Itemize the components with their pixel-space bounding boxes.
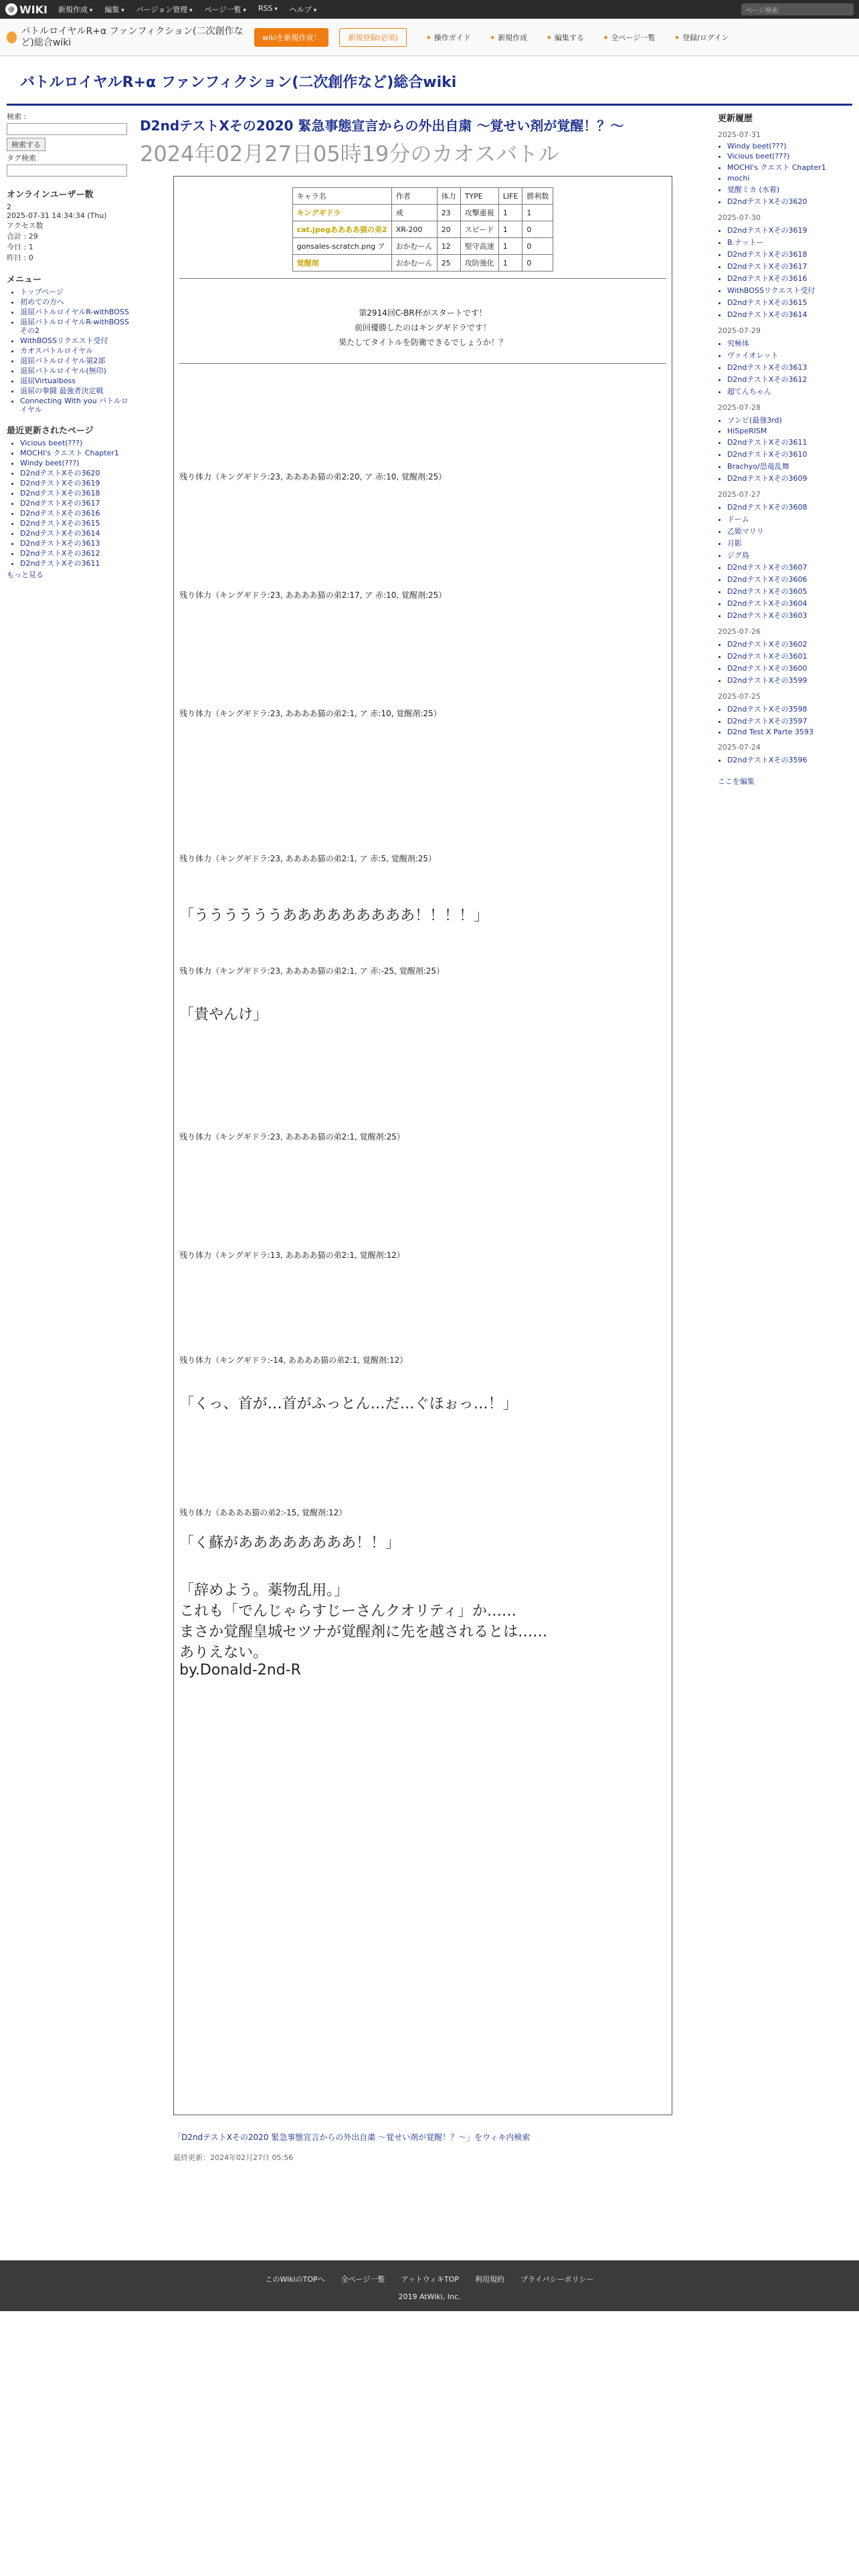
logo-text: WIKI bbox=[19, 3, 47, 16]
cell: 12 bbox=[437, 238, 460, 255]
divider bbox=[179, 278, 666, 279]
hp-status: 残り体力（キングギドラ:23, ああああ猫の弟2:1, 覚醒剤:25） bbox=[179, 1132, 405, 1142]
site-icon bbox=[7, 31, 17, 43]
menu-new[interactable]: 新規作成 ▾ bbox=[58, 4, 92, 15]
recent-item[interactable]: D2ndテストXその3613 bbox=[20, 539, 100, 548]
access-today: 今日 : 1 bbox=[7, 243, 33, 251]
history-item[interactable]: • 乙姫マリリ bbox=[727, 526, 848, 536]
history-item[interactable]: • D2ndテストXその3602 bbox=[727, 639, 848, 649]
tag-search-label: タグ検索 bbox=[7, 154, 36, 163]
history-item[interactable]: • D2ndテストXその3611 bbox=[727, 437, 848, 447]
table-row bbox=[292, 255, 553, 272]
recent-item[interactable]: D2ndテストXその3615 bbox=[20, 519, 100, 528]
recent-item[interactable]: D2ndテストXその3620 bbox=[20, 469, 100, 477]
cell: おかむーん bbox=[391, 255, 437, 272]
history-item[interactable]: • D2ndテストXその3616 bbox=[727, 273, 848, 284]
hp-status: 残り体力（キングギドラ:-14, ああああ猫の弟2:1, 覚醒剤:12） bbox=[179, 1356, 408, 1365]
cell: cat.jpegああああ猫の弟2 bbox=[292, 221, 391, 238]
intro-line: 第2914回C-BR杯がスタートです！ bbox=[359, 308, 487, 318]
history-item[interactable]: • 超てんちゃん bbox=[727, 386, 848, 397]
menu-item[interactable]: WithBOSSリクエスト受付 bbox=[20, 336, 108, 345]
history-item[interactable]: • Brachyo/恐竜乱舞 bbox=[727, 461, 848, 471]
ending-line: by.Donald-2nd-R bbox=[179, 1662, 301, 1679]
main-content bbox=[140, 106, 706, 2163]
cell: 23 bbox=[437, 205, 460, 221]
history-item[interactable]: • Windy beet(???) bbox=[727, 142, 848, 150]
recent-item[interactable]: Windy beet(???) bbox=[20, 459, 80, 467]
cell: XR-200 bbox=[391, 221, 437, 238]
cell: 堅守高速 bbox=[460, 238, 498, 255]
divider bbox=[179, 363, 666, 364]
menu-item[interactable]: 退屈Virtualboss bbox=[20, 377, 76, 385]
history-date: 2025-07-29 bbox=[717, 326, 761, 335]
history-item[interactable]: • D2ndテストXその3614 bbox=[727, 309, 848, 320]
atwiki-logo[interactable] bbox=[5, 3, 47, 16]
history-item[interactable]: • 覚醒ミカ (水着) bbox=[727, 184, 848, 195]
history-item[interactable]: • D2ndテストXその3620 bbox=[727, 196, 848, 207]
history-item[interactable]: • ソンビ(最強3rd) bbox=[727, 415, 848, 425]
site-name[interactable] bbox=[7, 26, 254, 49]
battle-log bbox=[173, 176, 672, 2115]
menu-edit[interactable]: 編集 ▾ bbox=[104, 4, 124, 15]
cell: 1 bbox=[522, 205, 553, 221]
intro-text bbox=[179, 306, 666, 350]
recent-item[interactable]: D2ndテストXその3614 bbox=[20, 529, 100, 538]
table-row bbox=[292, 238, 553, 255]
col-life: LIFE bbox=[498, 188, 522, 205]
tag-search-input[interactable] bbox=[7, 165, 127, 177]
page-title: D2ndテストXその2020 緊急事態宣言からの外出自粛 〜覚せい剤が覚醒！？〜 bbox=[140, 118, 624, 134]
history-item[interactable]: • D2ndテストXその3619 bbox=[727, 225, 848, 235]
history-item[interactable]: • D2ndテストXその3597 bbox=[727, 716, 848, 726]
recent-heading: 最近更新されたページ bbox=[7, 426, 94, 436]
menu-item[interactable]: 退屈の拳闘 最強者決定戦 bbox=[20, 387, 104, 395]
menu-item[interactable]: カオスバトルロイヤル bbox=[20, 346, 94, 355]
hp-status: 残り体力（キングギドラ:23, ああああ猫の弟2:1, ア 赤:10, 覚醒剤:25） bbox=[179, 709, 442, 718]
page-search-input[interactable]: ページ検索 bbox=[741, 3, 854, 15]
logo-icon: @ bbox=[5, 3, 17, 15]
menu-item[interactable]: Connecting With you バトルロイヤル bbox=[20, 397, 128, 414]
header-nav bbox=[425, 32, 729, 43]
history-item[interactable]: • D2ndテストXその3610 bbox=[727, 449, 848, 459]
history-list bbox=[718, 338, 848, 397]
history-date: 2025-07-31 bbox=[717, 130, 761, 139]
menu-list bbox=[7, 288, 132, 414]
cell: 覚醒剤 bbox=[292, 255, 391, 272]
history-list bbox=[718, 704, 848, 736]
site-header bbox=[0, 19, 859, 56]
ending-line: 「辞めよう。薬物乱用。」 bbox=[179, 1582, 349, 1599]
wiki-search-link[interactable]: 「D2ndテストXその2020 緊急事態宣言からの外出自粛 〜覚せい剤が覚醒！？〜」をウィキ内検索 bbox=[173, 2133, 531, 2142]
menu-item[interactable]: 退屈バトルロイヤル(無印) bbox=[20, 366, 106, 375]
history-item[interactable]: • HiSpeRISM bbox=[727, 427, 848, 435]
history-item[interactable]: • ジグ鳥 bbox=[727, 550, 848, 560]
history-item[interactable]: • D2ndテストXその3600 bbox=[727, 663, 848, 673]
history-item[interactable]: • D2ndテストXその3596 bbox=[727, 754, 848, 765]
recent-item[interactable]: D2ndテストXその3617 bbox=[20, 499, 100, 508]
history-item[interactable]: • 究極体 bbox=[727, 338, 848, 348]
cell: 1 bbox=[498, 221, 522, 238]
menu-item[interactable]: トップページ bbox=[20, 288, 64, 296]
history-list bbox=[718, 502, 848, 621]
site-name-text: バトルロイヤルR+α ファンフィクション(二次創作など)総合wiki bbox=[21, 25, 244, 48]
hp-status: 残り体力（キングギドラ:23, ああああ猫の弟2:1, ア 赤:-25, 覚醒剤:25） bbox=[179, 966, 445, 976]
menu-version[interactable]: バージョン管理 ▾ bbox=[136, 4, 193, 15]
history-item[interactable]: • D2ndテストXその3612 bbox=[727, 374, 848, 385]
nav-new[interactable]: ✦ 新規作成 bbox=[489, 32, 527, 43]
hp-status: 残り体力（キングギドラ:23, ああああ猫の弟2:17, ア 赤:10, 覚醒剤:25） bbox=[179, 591, 447, 600]
footer-link[interactable]: 全ページ一覧 bbox=[341, 2275, 385, 2284]
history-item[interactable]: • ヴァイオレット bbox=[727, 350, 848, 360]
search-label: 検索 : bbox=[7, 112, 27, 121]
history-item[interactable]: • B.ナットー bbox=[727, 237, 848, 247]
footer bbox=[0, 2260, 859, 2311]
menu-pages[interactable]: ページ一覧 ▾ bbox=[205, 4, 246, 15]
history-item[interactable]: • D2ndテストXその3606 bbox=[727, 574, 848, 584]
menu-item[interactable]: 退屈バトルロイヤルR-withBOSS bbox=[20, 308, 129, 316]
history-heading: 更新履歴 bbox=[717, 114, 753, 124]
footer-link[interactable]: アットウィキTOP bbox=[401, 2275, 460, 2284]
nav-login[interactable]: ✦ 登録/ログイン bbox=[674, 32, 729, 43]
history-item[interactable]: • D2ndテストXその3608 bbox=[727, 502, 848, 512]
footer-link[interactable]: 利用規約 bbox=[475, 2275, 505, 2284]
search-input[interactable] bbox=[7, 123, 127, 135]
history-list bbox=[718, 754, 848, 765]
history-list bbox=[718, 415, 848, 484]
col-type: TYPE bbox=[460, 188, 498, 205]
history-item[interactable]: • D2ndテストXその3604 bbox=[727, 598, 848, 609]
nav-all-pages[interactable]: ✦ 全ページ一覧 bbox=[603, 32, 656, 43]
recent-item[interactable]: Vicious beet(???) bbox=[20, 439, 83, 447]
intro-line: 果たしてタイトルを防衛できるでしょうか！？ bbox=[339, 338, 507, 347]
cell: 戒 bbox=[391, 205, 437, 221]
history-item[interactable]: • MOCHI's クエスト Chapter1 bbox=[727, 162, 848, 173]
nav-edit[interactable]: ✦ 編集する bbox=[546, 32, 584, 43]
history-item[interactable]: • D2ndテストXその3605 bbox=[727, 586, 848, 597]
battle-quote: 「くっ、首が…首がふっとん…だ…ぐほぉっ…！」 bbox=[179, 1396, 518, 1412]
hp-status: 残り体力（ああああ猫の弟2:-15, 覚醒剤:12） bbox=[179, 1508, 347, 1517]
history-item[interactable]: • D2ndテストXその3599 bbox=[727, 675, 848, 685]
cell: 1 bbox=[498, 205, 522, 221]
cell: 0 bbox=[522, 255, 553, 272]
history-item[interactable]: • Vicious beet(???) bbox=[727, 152, 848, 160]
register-button[interactable]: 新規登録(必須) bbox=[339, 28, 407, 47]
recent-item[interactable]: D2ndテストXその3611 bbox=[20, 559, 100, 568]
cell: 0 bbox=[522, 221, 553, 238]
nav-guide[interactable]: ✦ 操作ガイド bbox=[425, 32, 470, 43]
history-item[interactable]: • 月影 bbox=[727, 538, 848, 548]
history-date: 2025-07-28 bbox=[717, 403, 761, 412]
history-item[interactable]: • D2ndテストXその3613 bbox=[727, 362, 848, 372]
cell: 1 bbox=[498, 238, 522, 255]
history-item[interactable]: • D2ndテストXその3598 bbox=[727, 704, 848, 714]
history-item[interactable]: • mochi bbox=[727, 174, 848, 183]
footer-links bbox=[0, 2274, 859, 2284]
cell: 25 bbox=[437, 255, 460, 272]
access-yesterday: 昨日 : 0 bbox=[7, 253, 33, 262]
history-item[interactable]: • D2ndテストXその3607 bbox=[727, 562, 848, 572]
recent-item[interactable]: D2ndテストXその3612 bbox=[20, 549, 100, 558]
recent-list bbox=[7, 439, 132, 568]
history-item[interactable]: • D2ndテストXその3617 bbox=[727, 261, 848, 272]
menu-help[interactable]: ヘルプ ▾ bbox=[290, 4, 316, 15]
cell: gonsales-scratch.png ア bbox=[292, 238, 391, 255]
menu-rss[interactable]: RSS ▾ bbox=[258, 4, 278, 15]
top-menu bbox=[58, 4, 316, 15]
col-name: キャラ名 bbox=[292, 188, 391, 205]
recent-item[interactable]: D2ndテストXその3616 bbox=[20, 509, 100, 518]
cell: 攻防強化 bbox=[460, 255, 498, 272]
copyright: 2019 AtWiki, Inc. bbox=[398, 2292, 461, 2301]
edit-here-link[interactable]: ここを編集 bbox=[717, 777, 755, 786]
online-count: 2 bbox=[7, 203, 11, 211]
cell: 0 bbox=[522, 238, 553, 255]
menu-heading: メニュー bbox=[7, 275, 42, 285]
cell: おかむーん bbox=[391, 238, 437, 255]
hp-status: 残り体力（キングギドラ:23, ああああ猫の弟2:20, ア 赤:10, 覚醒剤:25） bbox=[179, 472, 447, 481]
page-subtitle: 2024年02月27日05時19分のカオスバトル bbox=[140, 141, 560, 167]
recent-item[interactable]: D2ndテストXその3619 bbox=[20, 479, 100, 488]
access-total: 合計 : 29 bbox=[7, 232, 38, 241]
history-item[interactable]: • D2ndテストXその3615 bbox=[727, 297, 848, 308]
history-date: 2025-07-24 bbox=[717, 743, 761, 752]
ending-line: まさか覚醒皇城セツナが覚醒剤に先を越されるとは…… bbox=[179, 1624, 548, 1640]
history-item[interactable]: • ドーム bbox=[727, 514, 848, 524]
recent-item[interactable]: MOCHI's クエスト Chapter1 bbox=[20, 449, 119, 457]
hp-status: 残り体力（キングギドラ:23, ああああ猫の弟2:1, ア 赤:5, 覚醒剤:25） bbox=[179, 854, 437, 863]
history-date: 2025-07-26 bbox=[717, 627, 761, 636]
right-sidebar bbox=[714, 106, 852, 2163]
online-label: オンラインユーザー数 bbox=[7, 190, 94, 200]
col-hp: 体力 bbox=[437, 188, 460, 205]
history-item[interactable]: • D2ndテストXその3618 bbox=[727, 249, 848, 259]
cell: 攻撃重視 bbox=[460, 205, 498, 221]
footer-link[interactable]: プライバシーポリシー bbox=[520, 2275, 594, 2284]
left-sidebar bbox=[7, 106, 132, 2163]
history-item[interactable]: • D2ndテストXその3601 bbox=[727, 651, 848, 661]
cell: 20 bbox=[437, 221, 460, 238]
more-link[interactable]: もっと見る bbox=[7, 570, 43, 579]
menu-item[interactable]: 退屈バトルロイヤルR-withBOSSその2 bbox=[20, 318, 129, 335]
search-button[interactable]: 検索する bbox=[7, 138, 45, 151]
history-item[interactable]: • D2ndテストXその3603 bbox=[727, 610, 848, 621]
footer-link[interactable]: このWikiのTOPへ bbox=[265, 2275, 325, 2284]
history-date: 2025-07-25 bbox=[717, 692, 761, 701]
history-date: 2025-07-30 bbox=[717, 213, 761, 222]
table-row bbox=[292, 221, 553, 238]
hp-status: 残り体力（キングギドラ:13, ああああ猫の弟2:1, 覚醒剤:12） bbox=[179, 1251, 405, 1260]
col-author: 作者 bbox=[391, 188, 437, 205]
history-item[interactable]: • WithBOSSリクエスト受付 bbox=[727, 285, 848, 296]
history-item[interactable]: • D2nd Test X Parte 3593 bbox=[727, 728, 848, 736]
battle-quote: 「ううううううあああああああああ！！！！」 bbox=[179, 907, 489, 924]
history-list bbox=[718, 225, 848, 320]
page-layout bbox=[0, 106, 859, 2163]
last-updated: 最終更新：2024年02月27日 05:56 bbox=[173, 2153, 294, 2162]
recent-item[interactable]: D2ndテストXその3618 bbox=[20, 489, 100, 498]
menu-item[interactable]: 退屈バトルロイヤル第2部 bbox=[20, 356, 106, 365]
access-label: アクセス数 bbox=[7, 221, 43, 230]
battle-quote: 「貴やんけ」 bbox=[179, 1006, 268, 1023]
table-row bbox=[292, 205, 553, 221]
table-header-row bbox=[292, 188, 553, 205]
top-bar bbox=[0, 0, 859, 19]
wiki-title[interactable]: バトルロイヤルR+α ファンフィクション(二次創作など)総合wiki bbox=[7, 56, 852, 106]
history-list bbox=[718, 142, 848, 207]
intro-line: 前回優勝したのはキングギドラです！ bbox=[355, 323, 491, 332]
ending-line: これも「でんじゃらすじーさんクオリティ」か…… bbox=[179, 1603, 516, 1620]
history-item[interactable]: • D2ndテストXその3609 bbox=[727, 473, 848, 484]
menu-item[interactable]: 初めての方へ bbox=[20, 298, 64, 306]
cell: キングギドラ bbox=[292, 205, 391, 221]
ending-line: ありえない。 bbox=[179, 1644, 268, 1661]
roster-table bbox=[292, 187, 554, 272]
cell: 1 bbox=[498, 255, 522, 272]
col-wins: 勝利数 bbox=[522, 188, 553, 205]
battle-quote: 「く蘇がああああああああ！！」 bbox=[179, 1535, 401, 1551]
new-wiki-button[interactable]: wikiを新規作成！ bbox=[254, 28, 328, 47]
current-datetime: 2025-07-31 14:34:34 (Thu) bbox=[7, 211, 107, 220]
history-date: 2025-07-27 bbox=[717, 490, 761, 499]
cell: スピード bbox=[460, 221, 498, 238]
history-list bbox=[718, 639, 848, 685]
